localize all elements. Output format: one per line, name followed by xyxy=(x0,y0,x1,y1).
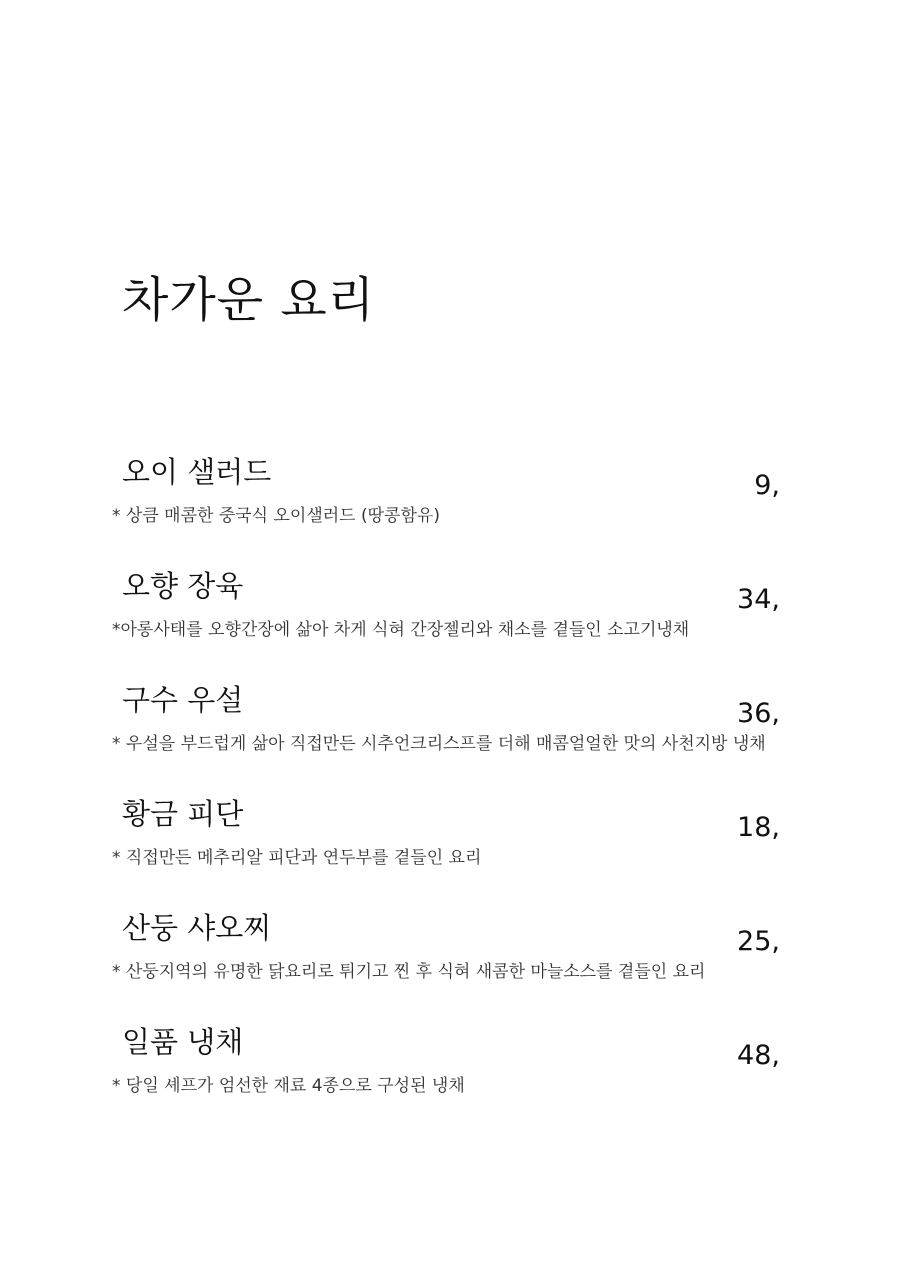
menu-item-name: 일품 냉채 xyxy=(122,1025,244,1059)
menu-item-name: 오이 샐러드 xyxy=(122,455,272,489)
menu-item-price: 18, xyxy=(737,812,780,843)
menu-item xyxy=(0,1022,902,1136)
menu-item xyxy=(0,908,902,1022)
menu-item-price: 48, xyxy=(737,1040,780,1071)
menu-item-name: 황금 피단 xyxy=(122,797,244,831)
menu-item-description: * 상큼 매콤한 중국식 오이샐러드 (땅콩함유) xyxy=(112,506,440,526)
menu-item-price: 9, xyxy=(754,470,780,501)
section-title: 차가운 요리 xyxy=(122,272,376,328)
menu-item-price: 36, xyxy=(737,698,780,729)
menu-item-name: 오향 장육 xyxy=(122,569,244,603)
menu-item-description: * 산둥지역의 유명한 닭요리로 튀기고 찐 후 식혀 새콤한 마늘소스를 곁들인 요리 xyxy=(112,962,706,982)
menu-item-description: * 직접만든 메추리알 피단과 연두부를 곁들인 요리 xyxy=(112,848,482,868)
menu-item-description: * 우설을 부드럽게 삶아 직접만든 시추언크리스프를 더해 매콤얼얼한 맛의 사천지방 냉채 xyxy=(112,734,766,754)
menu-item-name: 구수 우설 xyxy=(122,683,244,717)
menu-item xyxy=(0,566,902,680)
menu-item xyxy=(0,680,902,794)
menu-item-price: 25, xyxy=(737,926,780,957)
menu-item-name: 산둥 샤오찌 xyxy=(122,911,272,945)
menu-list xyxy=(0,452,902,1136)
menu-item-description: * 당일 셰프가 엄선한 재료 4종으로 구성된 냉채 xyxy=(112,1076,465,1096)
menu-item xyxy=(0,794,902,908)
menu-item xyxy=(0,452,902,566)
menu-item-price: 34, xyxy=(737,584,780,615)
menu-item-description: *아롱사태를 오향간장에 삶아 차게 식혀 간장젤리와 채소를 곁들인 소고기냉채 xyxy=(112,620,690,640)
